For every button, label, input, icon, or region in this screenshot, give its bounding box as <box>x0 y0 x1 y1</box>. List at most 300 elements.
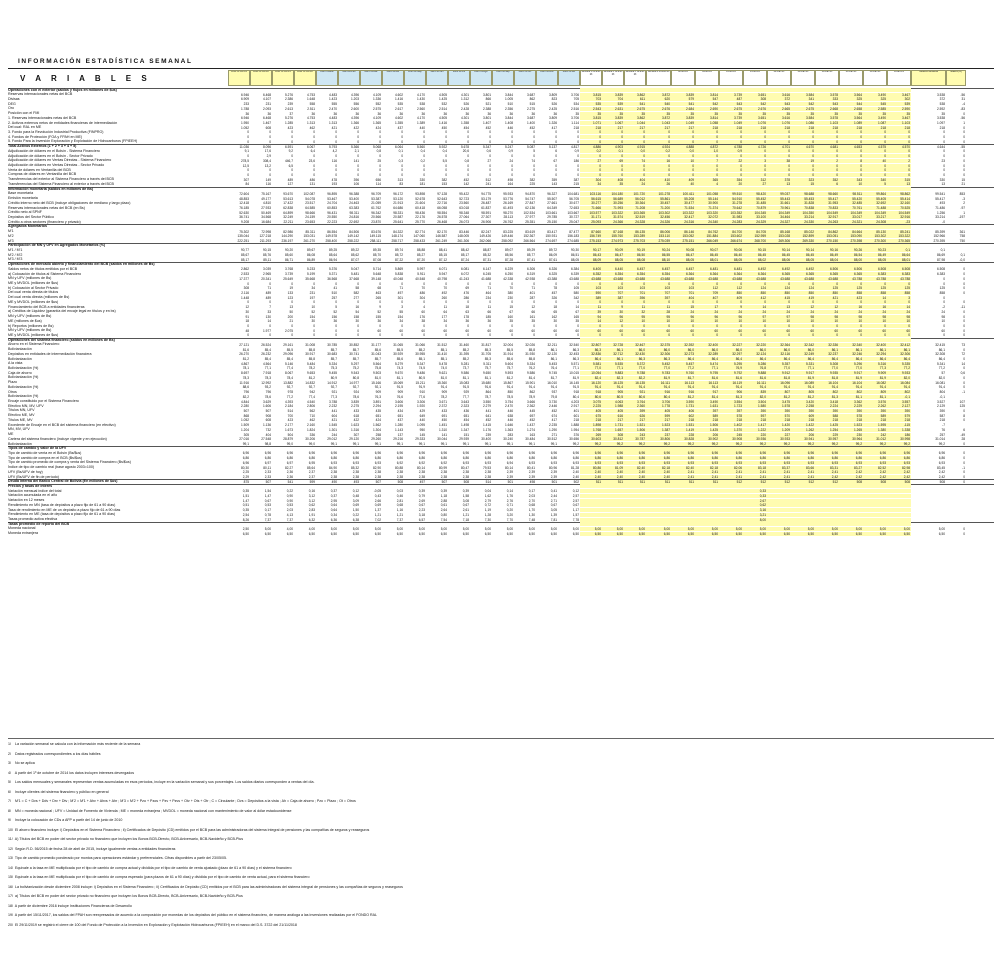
table-cell: 0 <box>291 300 293 305</box>
table-cell: 2.160 <box>307 423 315 428</box>
table-cell: 31.177 <box>371 342 381 347</box>
table-cell: 261.270 <box>303 239 315 244</box>
table-cell: 91,4 <box>602 385 624 389</box>
table-cell: 570 <box>767 414 791 418</box>
table-cell: 3.801 <box>483 116 491 121</box>
table-cell: 87,28 <box>505 257 513 262</box>
table-cell: 85,7 <box>352 347 359 352</box>
table-cell: 41.243 <box>459 276 469 281</box>
table-cell: 2.362 <box>527 404 535 409</box>
table-cell: 3,18 <box>418 512 425 517</box>
table-cell: 512 <box>767 480 791 484</box>
table-cell: 2.127 <box>887 404 911 408</box>
table-cell <box>887 447 911 451</box>
table-cell: 137 <box>397 432 403 437</box>
table-cell <box>911 503 946 507</box>
table-cell: 85,67 <box>241 253 249 258</box>
table-cell: 0 <box>357 328 359 333</box>
table-cell <box>719 484 743 488</box>
table-cell: 79,53 <box>483 465 491 470</box>
table-cell: 5.452 <box>646 362 671 366</box>
table-cell: 11 <box>487 305 491 310</box>
table-cell <box>602 88 624 92</box>
table-cell: 0 <box>963 300 965 305</box>
table-cell: 82,06 <box>719 466 743 470</box>
table-cell: 7 <box>695 159 719 163</box>
table-cell <box>815 522 839 526</box>
table-cell <box>646 513 671 517</box>
table-cell: 0,37 <box>330 489 337 494</box>
table-cell: 429 <box>419 408 425 413</box>
table-cell: 1.416 <box>439 121 447 126</box>
table-cell: 937 <box>551 390 557 395</box>
table-cell: 0 <box>445 300 447 305</box>
table-cell <box>360 338 382 342</box>
table-cell: 2,42 <box>815 475 839 479</box>
table-cell: 77,1 <box>572 366 579 371</box>
table-cell: 244 <box>331 432 337 437</box>
table-cell: 3.075 <box>580 400 602 404</box>
table-cell: 6,96 <box>550 451 557 456</box>
column-header: 2023 31-Dic <box>558 70 580 86</box>
table-cell: 30 <box>355 319 359 324</box>
table-cell: 540 <box>646 102 671 106</box>
table-cell: 0 <box>963 357 965 362</box>
table-cell <box>887 88 911 92</box>
table-cell: 0 <box>646 282 671 286</box>
table-cell: 4.570 <box>887 145 911 149</box>
table-cell <box>695 244 719 248</box>
table-cell: 507 <box>265 479 271 484</box>
table-cell: 601 <box>573 413 579 418</box>
table-cell: 5.199 <box>307 272 315 277</box>
table-cell: 0 <box>719 164 743 168</box>
table-cell: 12.418 <box>239 201 249 206</box>
table-cell: 6,96 <box>580 451 602 455</box>
table-cell: 1,54 <box>264 489 271 494</box>
table-cell: 60 <box>399 328 403 333</box>
table-cell: 493 <box>353 479 359 484</box>
table-cell: 91,5 <box>572 385 579 390</box>
table-cell <box>580 338 602 342</box>
table-cell: 2.446 <box>549 404 557 409</box>
table-cell: 802 <box>839 390 863 394</box>
table-cell: 99,2 <box>572 442 579 446</box>
table-cell: 30.908 <box>719 437 743 441</box>
table-cell: 1.285 <box>285 121 293 126</box>
table-cell <box>426 187 448 191</box>
table-cell: 0 <box>887 149 911 153</box>
table-cell: 0 <box>445 139 447 144</box>
table-cell: 88,02 <box>743 258 767 262</box>
table-cell <box>695 503 719 507</box>
table-cell: 7,02 <box>374 517 381 522</box>
table-cell <box>316 244 338 248</box>
table-cell: 242 <box>863 433 887 437</box>
table-cell: 0 <box>695 168 719 172</box>
table-cell: 87,24 <box>461 257 469 262</box>
table-cell: 0 <box>555 300 557 305</box>
table-cell <box>719 225 743 229</box>
table-cell <box>426 338 448 342</box>
table-cell: 85,77 <box>527 253 535 258</box>
table-cell: 3.550 <box>483 399 491 404</box>
table-cell: 22 <box>719 159 743 163</box>
table-cell: 41.688 <box>481 276 491 281</box>
table-cell: 32.211 <box>547 342 557 347</box>
table-cell: 85,7 <box>352 357 359 362</box>
table-cell: 6,50 <box>695 532 719 536</box>
table-cell <box>316 484 338 488</box>
table-cell: 56.012 <box>624 197 646 201</box>
row-label: UFV (Bs/UFV de hoy) <box>8 469 43 474</box>
table-cell: 579 <box>887 414 911 418</box>
table-cell: 1.950 <box>241 121 249 126</box>
table-cell: 149.446 <box>501 234 513 239</box>
table-cell <box>646 489 671 493</box>
table-cell: 1,70 <box>528 508 535 513</box>
table-cell: -55 <box>960 144 965 149</box>
table-cell <box>624 225 646 229</box>
table-cell: 6,50 <box>887 532 911 536</box>
table-cell: 6.481 <box>695 267 719 271</box>
table-cell: 1.402 <box>719 423 743 427</box>
table-cell: 0 <box>533 281 535 286</box>
table-cell: 5.334 <box>329 361 337 366</box>
table-cell: 0,67 <box>264 498 271 503</box>
footnote-number: 14/ <box>8 865 13 870</box>
table-cell: 0 <box>467 130 469 135</box>
table-cell: 96.342 <box>371 210 381 215</box>
table-cell: 218 <box>767 418 791 422</box>
table-cell: 0 <box>743 173 767 177</box>
table-cell: 6.072 <box>461 272 469 277</box>
table-cell: 0 <box>963 375 965 380</box>
table-cell: 950 <box>419 427 425 432</box>
table-cell: 33.100 <box>743 215 767 219</box>
table-cell <box>536 522 558 526</box>
table-cell: 34 <box>580 182 602 186</box>
table-cell: 30.727 <box>569 215 579 220</box>
row-label: Moneda extranjera <box>8 531 38 536</box>
table-cell: 76.185 <box>239 206 249 210</box>
table-cell: 446 <box>507 125 513 130</box>
table-cell: 153.052 <box>671 234 695 238</box>
table-cell: 543 <box>815 102 839 106</box>
table-cell: 6.506 <box>815 267 839 271</box>
table-cell: 1,16 <box>396 508 403 513</box>
table-cell: 91,4 <box>815 385 839 389</box>
table-cell: 0 <box>489 130 491 135</box>
table-cell: 0 <box>767 135 791 139</box>
row-label: Operaciones de mercado abierto y financiamiento del BCB (saldos en millones de Bs) <box>8 262 155 267</box>
table-cell: 0,1 <box>940 248 945 253</box>
footnote-text: A partir del 15/11/2017, los saldos del FPAH son reexpresados de acuerdo a la composición por monedas de los depósitos del público en el sistema financiero, de manera análoga a las inversiones realizadas por el FONDO RAL <box>14 913 378 917</box>
table-cell: 34.568 <box>261 215 271 220</box>
table-cell: 2,39 <box>506 470 513 475</box>
table-cell: 24.327 <box>767 220 791 224</box>
table-cell <box>911 263 946 267</box>
table-cell: 30.941 <box>791 437 815 441</box>
table-cell <box>946 225 966 229</box>
table-cell: 60 <box>487 328 491 333</box>
table-cell: 0,48 <box>352 493 359 498</box>
table-cell: 85,7 <box>330 357 337 362</box>
table-cell <box>492 484 514 488</box>
table-cell: 916 <box>671 390 695 394</box>
table-cell: 0 <box>943 324 945 328</box>
table-cell: 0,62 <box>308 503 315 508</box>
table-cell: 6,93 <box>580 461 602 465</box>
row-label: MN y UFV (millones de Bs) <box>8 276 52 281</box>
table-cell: 3.039 <box>263 267 271 272</box>
table-cell <box>887 508 911 512</box>
table-cell: 176 <box>419 314 425 319</box>
table-cell: 6,50 <box>308 531 315 536</box>
table-cell: 33.017 <box>839 215 863 219</box>
table-cell: 404 <box>265 432 271 437</box>
table-cell: 123 <box>287 295 293 300</box>
table-cell: 3.862 <box>624 116 646 120</box>
table-cell: 178 <box>463 314 469 319</box>
table-cell: 39 <box>580 310 602 314</box>
table-cell <box>671 338 695 342</box>
table-cell: 29.785 <box>547 215 557 220</box>
table-cell: 6,93 <box>528 460 535 465</box>
table-cell: 0 <box>445 154 447 159</box>
table-cell: 32.116 <box>767 352 791 356</box>
table-cell: 0 <box>247 324 249 328</box>
table-cell: 91,4 <box>839 385 863 389</box>
table-cell: 218 <box>839 418 863 422</box>
table-cell: 75,7 <box>484 366 491 371</box>
table-cell: 77,0 <box>839 366 863 370</box>
table-cell: 86,54 <box>839 253 863 257</box>
table-cell: 5.286 <box>743 362 767 366</box>
table-cell: 6,86 <box>440 456 447 461</box>
column-header: 2023 31-Mar <box>360 70 382 86</box>
table-cell <box>767 522 791 526</box>
table-cell: 84.862 <box>815 230 839 234</box>
table-cell: 27 <box>580 159 602 163</box>
table-cell: 85,3 <box>484 357 491 362</box>
table-cell: 5.478 <box>439 361 447 366</box>
table-cell: 228 <box>671 433 695 437</box>
table-cell: 29.096 <box>283 352 293 357</box>
table-cell: 0 <box>646 324 671 328</box>
table-cell: 18 <box>553 305 557 310</box>
table-cell: 308 <box>743 97 767 101</box>
table-cell: 164 <box>507 182 513 187</box>
table-cell: 0 <box>743 149 767 153</box>
table-cell: 91,4 <box>767 385 791 389</box>
table-cell: 92,7 <box>308 385 315 390</box>
table-cell <box>719 187 743 191</box>
row-label: M'1 / M'1 <box>8 247 23 252</box>
table-cell: 77,4 <box>308 394 315 399</box>
table-cell: 43.788 <box>887 277 911 281</box>
table-cell: 60 <box>421 328 425 333</box>
table-cell: 81,3 <box>815 395 839 399</box>
table-cell: 616 <box>602 414 624 418</box>
table-cell: 36 <box>553 111 557 116</box>
table-cell: 1,76 <box>506 493 513 498</box>
table-cell <box>580 88 602 92</box>
table-cell: 103.302 <box>646 211 671 215</box>
table-cell: 3.739 <box>719 116 743 120</box>
table-cell: 6.081 <box>461 267 469 272</box>
table-cell: 651 <box>375 413 381 418</box>
table-cell: 390 <box>863 409 887 413</box>
table-cell: 81,2 <box>671 395 695 399</box>
table-cell <box>671 503 695 507</box>
table-cell <box>946 489 966 493</box>
table-cell: 0 <box>963 366 965 371</box>
table-cell: 1.425 <box>695 428 719 432</box>
table-cell: 148.005 <box>457 234 469 239</box>
table-cell <box>250 338 272 342</box>
table-cell: 512 <box>815 480 839 484</box>
table-cell: 90,08 <box>671 248 695 252</box>
table-cell: 0 <box>401 324 403 328</box>
table-cell: 24.263 <box>815 220 839 224</box>
table-cell: 2.470 <box>505 404 513 409</box>
table-cell: 1.562 <box>373 423 381 428</box>
table-cell: 0 <box>423 333 425 338</box>
table-cell: 2,79 <box>484 498 491 503</box>
table-cell <box>719 494 743 498</box>
table-cell: 0,20 <box>506 508 513 513</box>
table-cell: 390 <box>791 409 815 413</box>
table-cell: 103.365 <box>624 211 646 215</box>
table-cell: -83 <box>960 106 965 111</box>
table-cell: 60 <box>580 329 602 333</box>
table-cell: 71 <box>399 286 403 291</box>
table-cell: 5,00 <box>462 526 469 531</box>
table-cell: 71 <box>267 286 271 291</box>
table-cell: 99,1 <box>396 442 403 446</box>
table-cell <box>946 503 966 507</box>
table-cell: 125 <box>939 286 945 291</box>
table-cell: 181 <box>419 182 425 187</box>
table-cell: 0,90 <box>286 493 293 498</box>
table-cell <box>250 88 272 92</box>
table-cell: 3.467 <box>887 116 911 120</box>
table-cell: 6,93 <box>863 461 887 465</box>
table-cell <box>294 447 316 451</box>
table-cell: 6,96 <box>767 451 791 455</box>
table-cell: 31.705 <box>481 352 491 357</box>
table-cell: 144.290 <box>281 234 293 239</box>
table-cell: 17.422 <box>283 201 293 206</box>
table-cell: 2,42 <box>938 470 945 475</box>
table-cell: 35 <box>815 112 839 116</box>
table-cell: 9.208 <box>241 220 249 225</box>
table-cell: 16.119 <box>719 381 743 385</box>
table-cell: 161 <box>529 314 535 319</box>
table-cell <box>791 187 815 191</box>
table-cell: 32.375 <box>646 343 671 347</box>
table-cell: 5,00 <box>938 526 945 531</box>
table-cell: 0 <box>555 172 557 177</box>
table-cell: 5,00 <box>863 527 887 531</box>
table-cell: 0 <box>291 172 293 177</box>
table-cell: 0 <box>839 140 863 144</box>
table-cell: 30.400 <box>481 437 491 442</box>
table-cell: 79,8 <box>550 394 557 399</box>
row-label: Tasas promedio de reporto del BCB <box>8 521 70 526</box>
table-cell <box>767 187 791 191</box>
table-cell: 0 <box>887 130 911 134</box>
table-cell: 149 <box>265 177 271 182</box>
table-cell: 218 <box>887 418 911 422</box>
table-cell: 0 <box>445 168 447 173</box>
table-cell: 16.145 <box>569 380 579 385</box>
footnote-text: A partir del 1º de octubre de 2014 los datos incluyen intereses devengados <box>14 770 134 775</box>
table-cell: 85,62 <box>351 253 359 258</box>
table-cell: 4.301 <box>461 92 469 97</box>
table-cell: 476 <box>463 290 469 295</box>
table-cell: 6,50 <box>767 532 791 536</box>
table-cell: 2.617 <box>395 106 403 111</box>
table-cell: 52.643 <box>437 196 447 201</box>
table-cell: 218 <box>791 418 815 422</box>
table-cell: -0,1 <box>887 395 911 399</box>
row-label: Variación en 12 meses <box>8 498 45 503</box>
row-label: Posición con el FMI <box>8 111 40 116</box>
table-cell: 94.775 <box>481 191 491 196</box>
table-cell: 0,34 <box>330 512 337 517</box>
table-cell: 77,1 <box>602 366 624 370</box>
table-cell: 53.400 <box>349 196 359 201</box>
table-cell: 0 <box>489 281 491 286</box>
table-cell: 22.716 <box>437 201 447 206</box>
table-cell: 89,72 <box>549 248 557 253</box>
table-cell: 260 <box>441 295 447 300</box>
table-cell: 0 <box>943 154 945 159</box>
table-cell: 0 <box>815 282 839 286</box>
table-cell: 63 <box>465 309 469 314</box>
table-cell: 30.955 <box>415 352 425 357</box>
table-cell: 75.167 <box>261 191 271 196</box>
table-cell: 98 <box>791 315 815 319</box>
table-cell <box>624 263 646 267</box>
table-cell: 307 <box>353 432 359 437</box>
table-cell: 220 <box>743 433 767 437</box>
table-cell: 14 <box>580 319 602 323</box>
table-cell: 85,7 <box>374 357 381 362</box>
table-cell: 270.398 <box>839 239 863 243</box>
table-cell: 103 <box>646 286 671 290</box>
table-cell: 0 <box>533 154 535 159</box>
table-cell <box>558 225 580 229</box>
table-cell: 0 <box>580 324 602 328</box>
table-cell: 24.328 <box>624 220 646 224</box>
table-cell: -0,1 <box>939 394 945 399</box>
table-cell <box>695 187 719 191</box>
table-cell <box>228 88 250 92</box>
table-cell: 5,00 <box>695 527 719 531</box>
table-cell: -4 <box>962 102 965 107</box>
table-cell: 36 <box>465 319 469 324</box>
table-cell: 86,1 <box>602 357 624 361</box>
table-cell: 55 <box>399 309 403 314</box>
table-cell: 415 <box>767 296 791 300</box>
table-cell: 6.071 <box>439 267 447 272</box>
row-label: M'2 / M'2 <box>8 252 23 257</box>
table-cell: 218 <box>887 126 911 130</box>
table-cell <box>316 187 338 191</box>
